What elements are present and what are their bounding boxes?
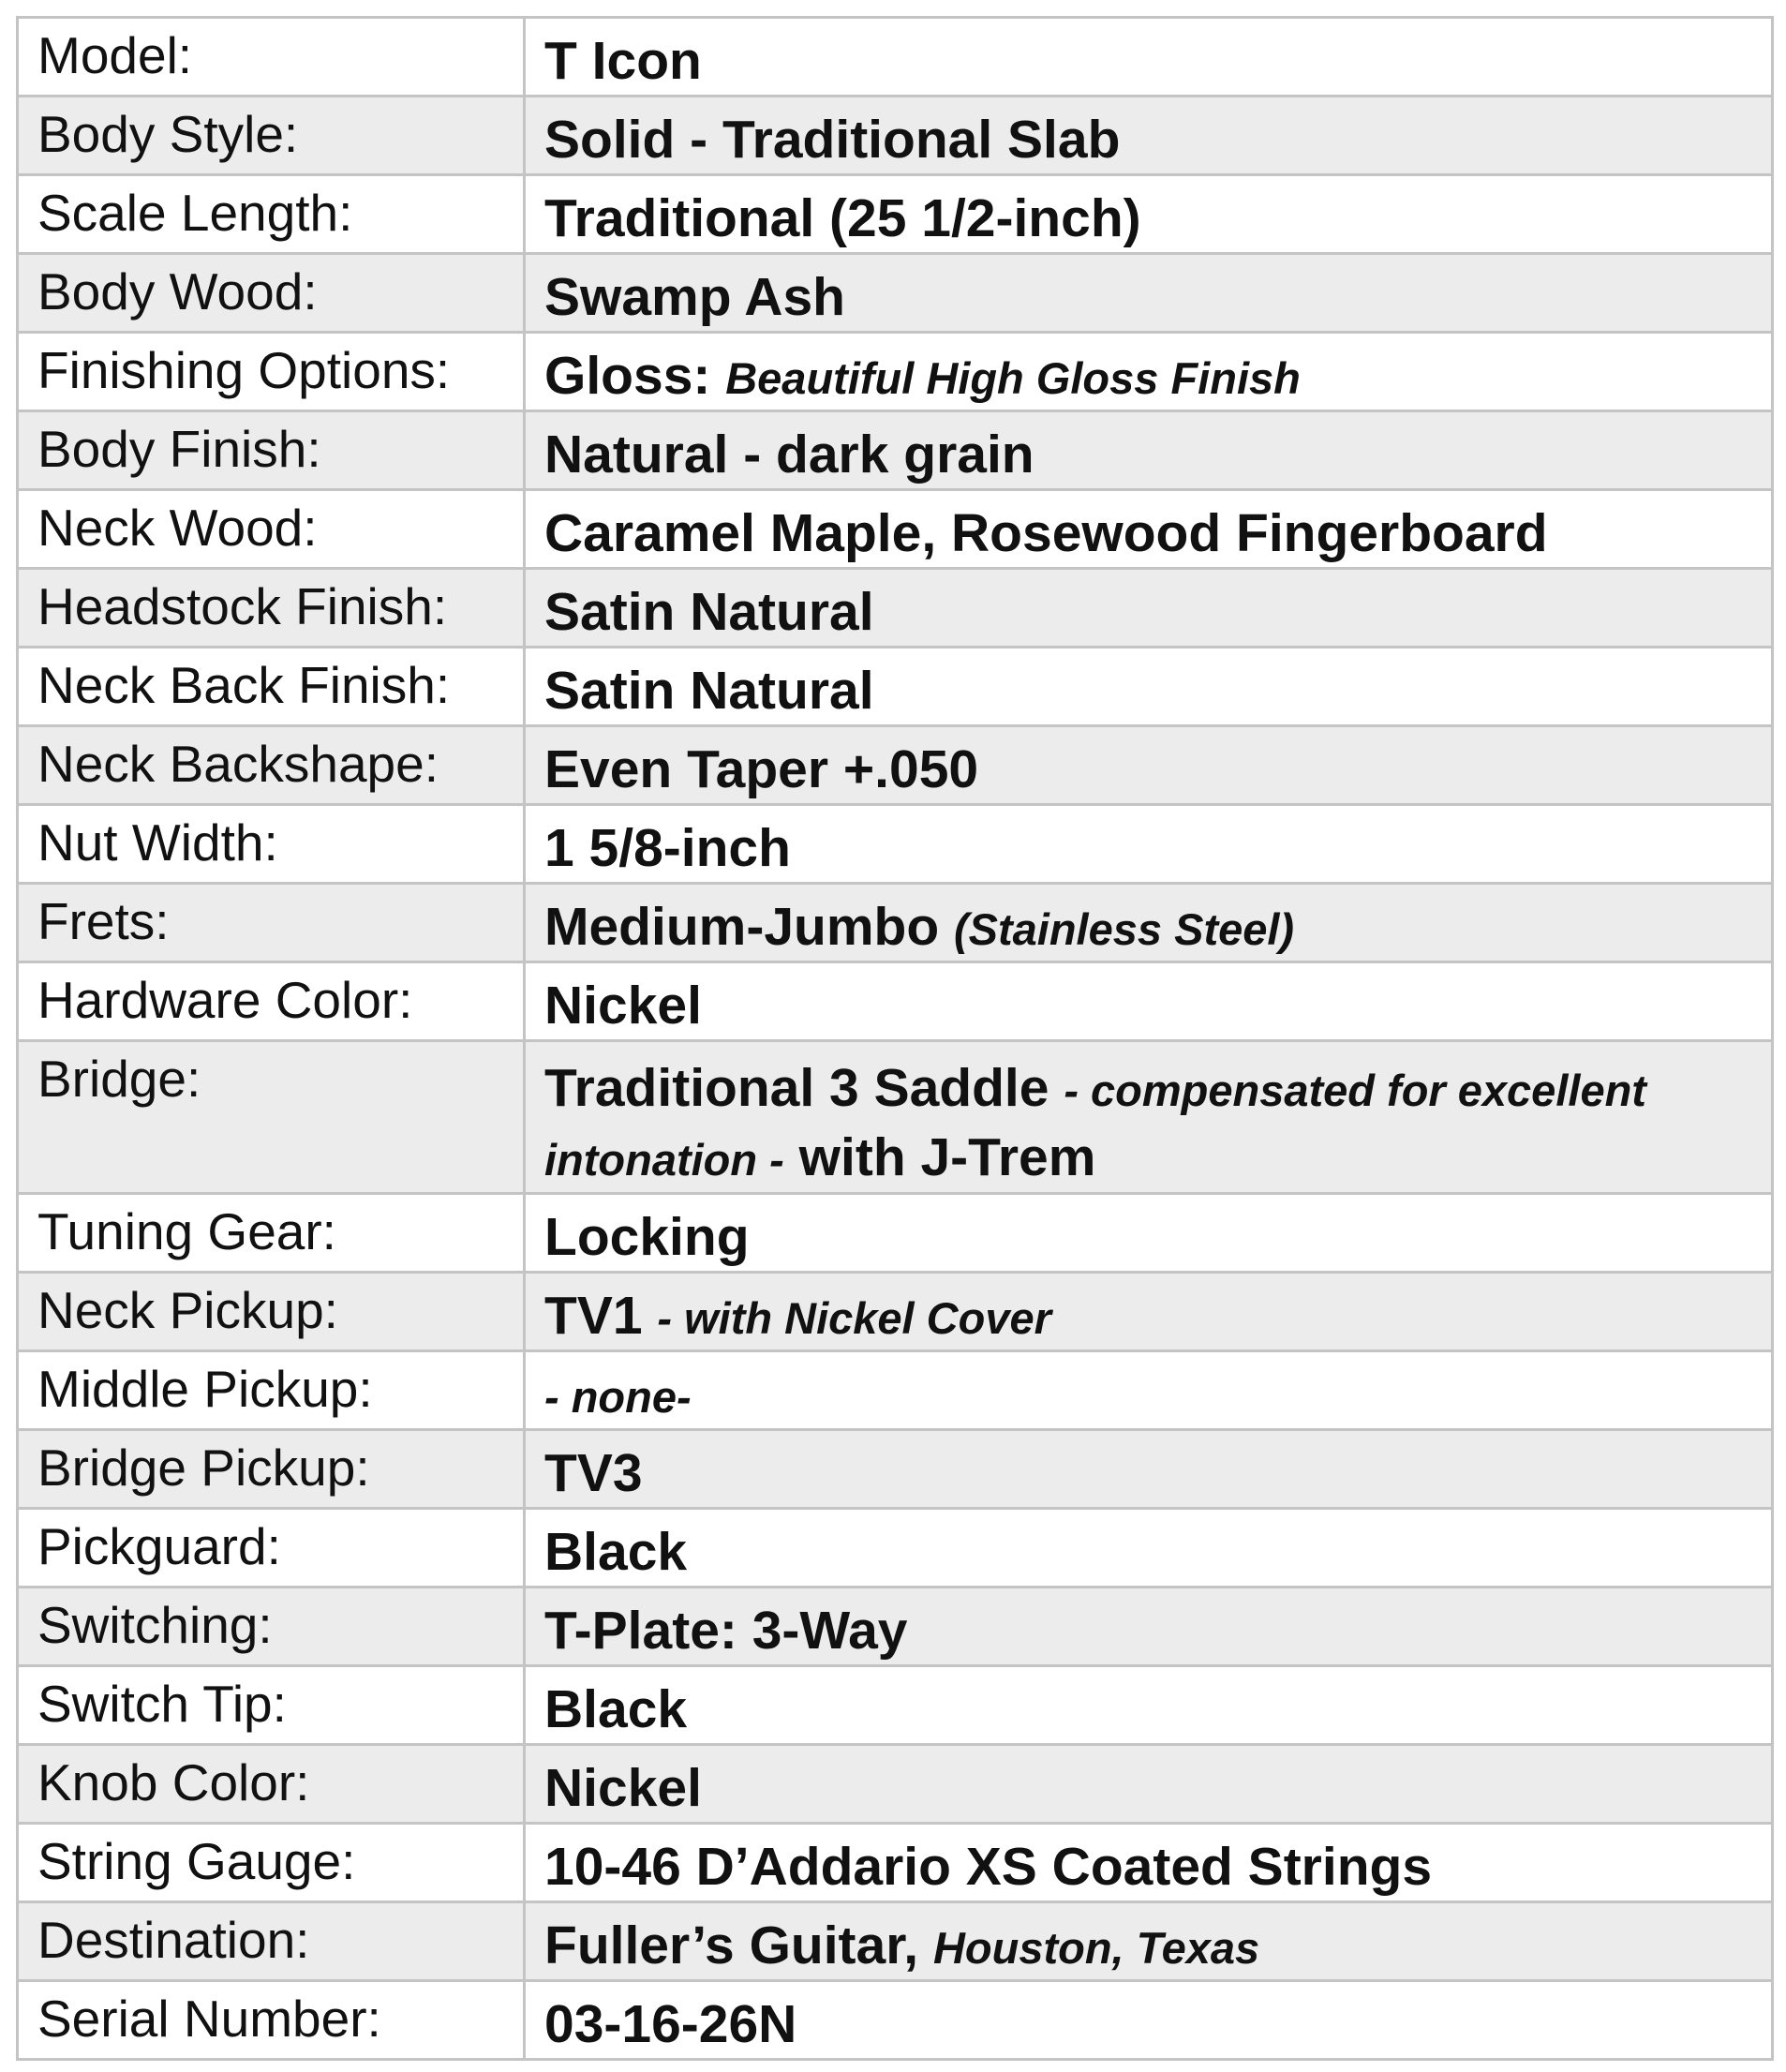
spec-label: Body Finish: (18, 411, 525, 490)
spec-value-note: - compensated for excellent intonation - (544, 1066, 1646, 1185)
spec-row-switching (18, 1588, 1773, 1666)
spec-value-text-after: with J-Trem (798, 1127, 1096, 1188)
spec-label: Bridge: (18, 1041, 525, 1194)
spec-label: Body Style: (18, 97, 525, 175)
spec-row-body-finish (18, 411, 1773, 490)
spec-label: Switch Tip: (18, 1666, 525, 1745)
spec-value-text: Gloss: (544, 345, 711, 406)
spec-value-text: Satin Natural (544, 660, 874, 721)
spec-value-text: Nickel (544, 975, 702, 1036)
spec-value (525, 884, 1773, 962)
spec-value (525, 333, 1773, 411)
spec-value-note: - with Nickel Cover (657, 1292, 1051, 1343)
spec-value (525, 18, 1773, 97)
spec-row-switch-tip (18, 1666, 1773, 1745)
spec-label: Model: (18, 18, 525, 97)
spec-label: Frets: (18, 884, 525, 962)
spec-row-neck-wood (18, 490, 1773, 569)
spec-value-text: Solid - Traditional Slab (544, 109, 1121, 170)
spec-value (525, 1273, 1773, 1351)
spec-value-text: T Icon (544, 30, 702, 91)
spec-value-text: Black (544, 1678, 688, 1739)
spec-value (525, 254, 1773, 333)
spec-row-finishing-options (18, 333, 1773, 411)
spec-row-neck-back-finish (18, 648, 1773, 726)
spec-value-text: Caramel Maple, Rosewood Fingerboard (544, 502, 1548, 563)
spec-value (525, 726, 1773, 805)
spec-value (525, 805, 1773, 884)
spec-row-scale-length (18, 175, 1773, 254)
spec-row-hardware-color (18, 962, 1773, 1041)
spec-value (525, 1588, 1773, 1666)
spec-value (525, 97, 1773, 175)
spec-label: Destination: (18, 1902, 525, 1981)
spec-label: Neck Wood: (18, 490, 525, 569)
spec-row-model (18, 18, 1773, 97)
spec-label: Middle Pickup: (18, 1351, 525, 1430)
spec-row-frets (18, 884, 1773, 962)
spec-row-bridge (18, 1041, 1773, 1194)
spec-value (525, 411, 1773, 490)
spec-label: Hardware Color: (18, 962, 525, 1041)
spec-row-serial-number (18, 1981, 1773, 2060)
spec-label: Finishing Options: (18, 333, 525, 411)
spec-label: Bridge Pickup: (18, 1430, 525, 1509)
spec-value (525, 175, 1773, 254)
spec-value (525, 1902, 1773, 1981)
spec-value (525, 648, 1773, 726)
spec-row-middle-pickup (18, 1351, 1773, 1430)
spec-label: String Gauge: (18, 1824, 525, 1902)
spec-row-knob-color (18, 1745, 1773, 1824)
spec-label: Neck Pickup: (18, 1273, 525, 1351)
spec-value (525, 1981, 1773, 2060)
spec-row-nut-width (18, 805, 1773, 884)
spec-value-text: Satin Natural (544, 581, 874, 642)
spec-value-text: Black (544, 1521, 688, 1582)
spec-value-note: (Stainless Steel) (954, 903, 1295, 954)
spec-label: Scale Length: (18, 175, 525, 254)
spec-row-body-wood (18, 254, 1773, 333)
spec-label: Pickguard: (18, 1509, 525, 1588)
spec-label: Body Wood: (18, 254, 525, 333)
spec-value (525, 962, 1773, 1041)
spec-value-text: 03-16-26N (544, 1993, 797, 2054)
spec-label: Nut Width: (18, 805, 525, 884)
spec-value-text: TV3 (544, 1442, 643, 1503)
spec-value (525, 1351, 1773, 1430)
spec-value-text: Traditional 3 Saddle (544, 1058, 1049, 1118)
spec-value (525, 1824, 1773, 1902)
spec-row-pickguard (18, 1509, 1773, 1588)
spec-value-text: TV1 (544, 1285, 643, 1346)
spec-label: Serial Number: (18, 1981, 525, 2060)
spec-row-headstock-finish (18, 569, 1773, 648)
spec-label: Switching: (18, 1588, 525, 1666)
spec-value-text: Nickel (544, 1757, 702, 1818)
spec-value-text: Fuller’s Guitar, (544, 1915, 919, 1975)
spec-value (525, 1745, 1773, 1824)
spec-row-body-style (18, 97, 1773, 175)
spec-value (525, 1194, 1773, 1273)
spec-label: Tuning Gear: (18, 1194, 525, 1273)
spec-value (525, 1041, 1773, 1194)
spec-value-text: 10-46 D’Addario XS Coated Strings (544, 1836, 1433, 1897)
guitar-spec-table (16, 16, 1774, 2061)
spec-label: Knob Color: (18, 1745, 525, 1824)
spec-value (525, 1509, 1773, 1588)
spec-value (525, 490, 1773, 569)
spec-value-note: Beautiful High Gloss Finish (725, 352, 1301, 403)
spec-value-text: Medium-Jumbo (544, 896, 940, 957)
spec-value (525, 1666, 1773, 1745)
spec-row-destination (18, 1902, 1773, 1981)
spec-row-neck-backshape (18, 726, 1773, 805)
spec-value-text: Natural - dark grain (544, 424, 1034, 484)
spec-value-note: - none- (544, 1371, 692, 1422)
spec-row-tuning-gear (18, 1194, 1773, 1273)
spec-value-text: T-Plate: 3-Way (544, 1600, 908, 1661)
spec-row-bridge-pickup (18, 1430, 1773, 1509)
spec-value-note: Houston, Texas (932, 1922, 1260, 1973)
spec-value-text: Traditional (25 1/2-inch) (544, 187, 1141, 248)
spec-label: Headstock Finish: (18, 569, 525, 648)
spec-value (525, 1430, 1773, 1509)
spec-value-text: Swamp Ash (544, 266, 845, 327)
spec-value (525, 569, 1773, 648)
spec-label: Neck Backshape: (18, 726, 525, 805)
spec-value-text: Even Taper +.050 (544, 738, 979, 799)
spec-value-text: Locking (544, 1206, 750, 1267)
spec-row-string-gauge (18, 1824, 1773, 1902)
spec-value-text: 1 5/8-inch (544, 817, 791, 878)
spec-label: Neck Back Finish: (18, 648, 525, 726)
spec-row-neck-pickup (18, 1273, 1773, 1351)
